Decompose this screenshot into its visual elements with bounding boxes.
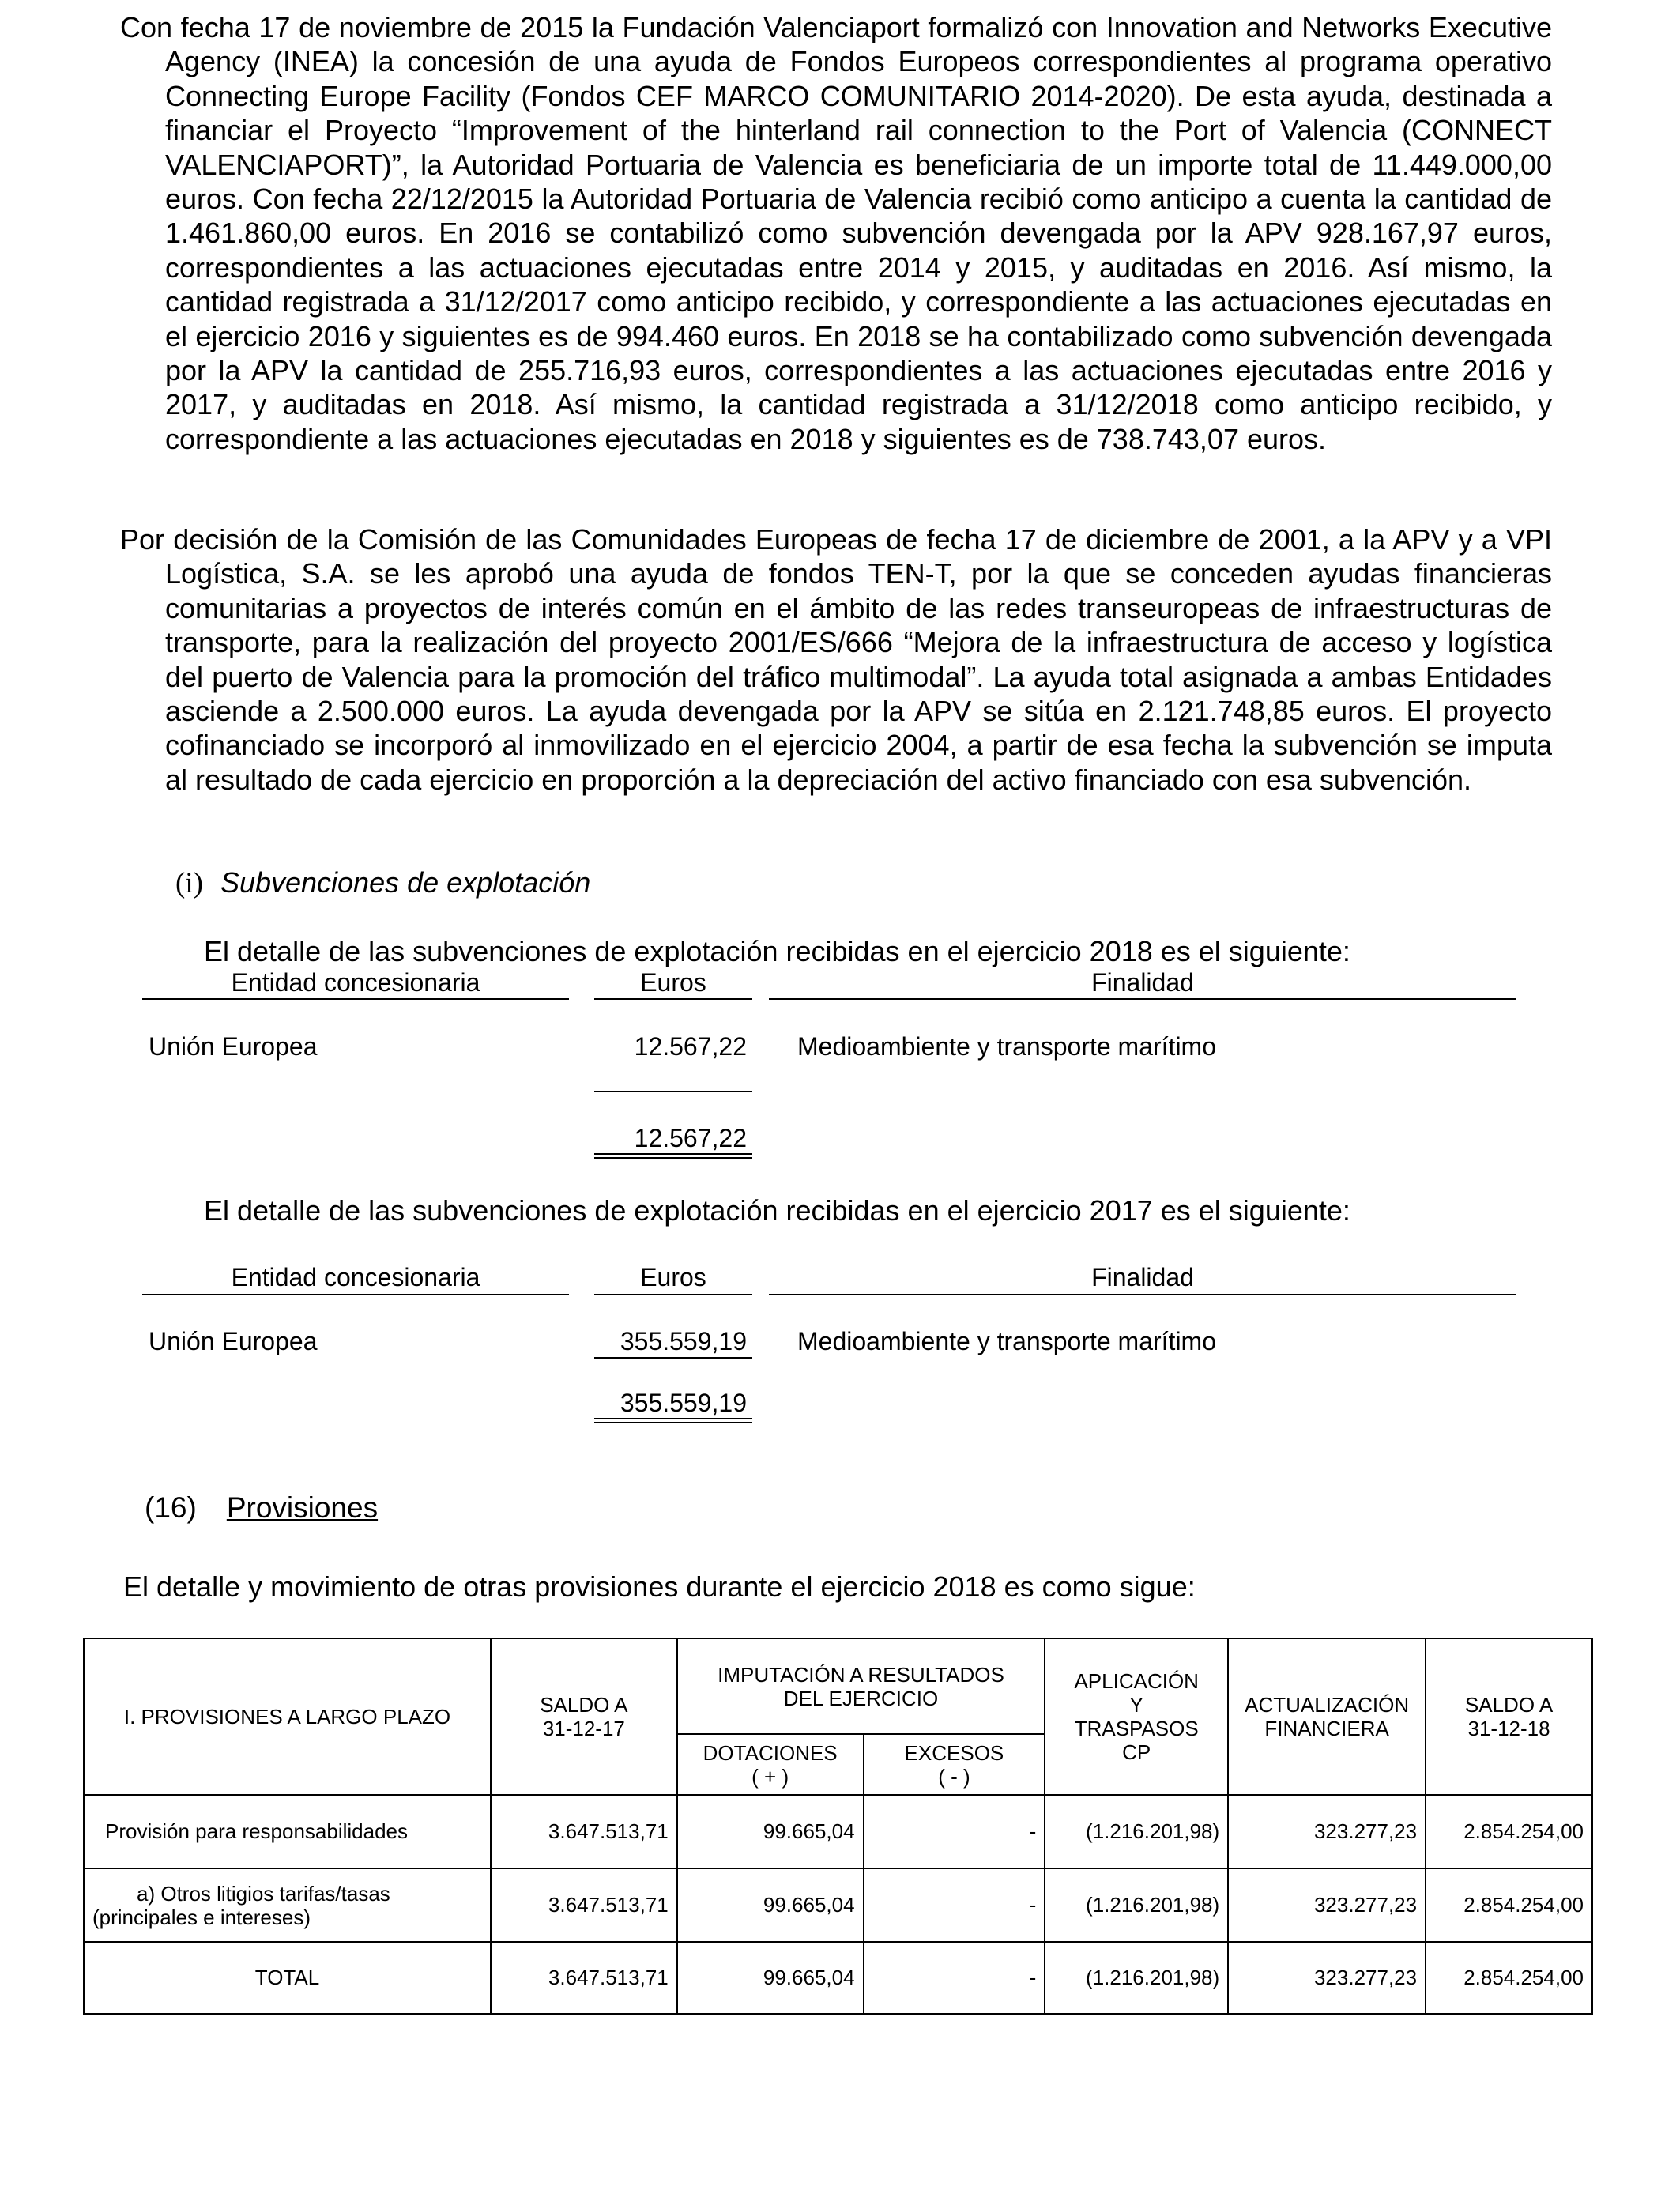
subsection-number: (i): [175, 867, 203, 899]
table-2017-total-double-rule: [594, 1418, 752, 1423]
table-2017-header-entity: Entidad concesionaria: [231, 1263, 480, 1291]
row-transfers: (1.216.201,98): [1045, 1868, 1228, 1942]
table-2018-total: 12.567,22: [634, 1124, 747, 1152]
section-16-heading: [145, 1491, 378, 1525]
table-2018-header-purpose: Finalidad: [1091, 968, 1194, 997]
header-opening-line1: SALDO A: [540, 1693, 628, 1717]
table-2018-header-rule: [769, 998, 1516, 1000]
row-closing: 2.854.254,00: [1426, 1868, 1592, 1942]
table-2018-header-rule: [142, 998, 569, 1000]
table-row: [84, 1868, 1592, 1942]
header-excess: [864, 1734, 1045, 1795]
table-2018-amount: 12.567,22: [634, 1032, 747, 1061]
table-2018-subtotal-rule: [594, 1091, 752, 1092]
header-excess-line2: ( - ): [938, 1764, 970, 1789]
table-2018-purpose: Medioambiente y transporte marítimo: [797, 1032, 1216, 1061]
row-closing: 2.854.254,00: [1426, 1942, 1592, 2014]
row-opening: 3.647.513,71: [491, 1942, 677, 2014]
table-2017-amount: 355.559,19: [620, 1327, 747, 1355]
section-16-intro: El detalle y movimiento de otras provisiones durante el ejercicio 2018 es como sigue:: [123, 1570, 1196, 1603]
table-2017-header-rule: [142, 1294, 569, 1295]
row-additions: 99.665,04: [677, 1795, 864, 1868]
header-closing-line2: 31-12-18: [1467, 1717, 1550, 1740]
section-16-title: Provisiones: [226, 1491, 379, 1524]
table-2018-entity: Unión Europea: [149, 1032, 318, 1061]
header-financial-update: ACTUALIZACIÓN FINANCIERA: [1228, 1638, 1426, 1795]
header-additions-line1: DOTACIONES: [703, 1740, 838, 1765]
header-additions: [677, 1734, 864, 1795]
header-additions-line2: ( + ): [751, 1764, 789, 1789]
table-2017-total: 355.559,19: [620, 1389, 747, 1417]
row-opening: 3.647.513,71: [491, 1868, 677, 1942]
header-transfers: APLICACIÓN Y TRASPASOS CP: [1045, 1638, 1228, 1795]
row-concept: TOTAL: [84, 1942, 491, 2014]
provisions-header-row: [84, 1638, 1592, 1734]
row-additions: 99.665,04: [677, 1868, 864, 1942]
table-2017-amount-rule: [594, 1357, 752, 1359]
table-2018-header-rule: [594, 998, 752, 1000]
row-excess: -: [864, 1868, 1045, 1942]
table-row: [84, 1795, 1592, 1868]
section-16-number: (16): [145, 1491, 197, 1524]
table-2018-intro: El detalle de las subvenciones de explotación recibidas en el ejercicio 2018 es el siguiente:: [204, 935, 1350, 967]
table-2017-header-rule: [594, 1294, 752, 1295]
paragraph-ten-t-grant: [120, 522, 1552, 797]
row-update: 323.277,23: [1228, 1795, 1426, 1868]
row-excess: -: [864, 1795, 1045, 1868]
header-opening-line2: 31-12-17: [542, 1717, 625, 1740]
table-row-total: [84, 1942, 1592, 2014]
table-2018-header-entity: Entidad concesionaria: [231, 968, 480, 997]
header-closing-balance: [1426, 1638, 1592, 1795]
table-2017-header-amount: Euros: [640, 1263, 706, 1291]
paragraph-text: Con fecha 17 de noviembre de 2015 la Fundación Valenciaport formalizó con Innovation and Networks Executive Agency (INEA) la concesión de una ayuda de Fondos Europeos correspondientes al programa operativo Connecting Europe Facility (Fondos CEF MARCO COMUNITARIO 2014-2020). De esta ayuda, destinada a financiar el Proyecto “Improvement of the hinterland rail connection to the Port of Valencia (CONNECT VALENCIAPORT)”, la Autoridad Portuaria de Valencia es beneficiaria de un importe total de 11.449.000,00 euros. Con fecha 22/12/2015 la Autoridad Portuaria de Valencia recibió como anticipo a cuenta la cantidad de 1.461.860,00 euros. En 2016 se contabilizó como subvención devengada por la APV 928.167,97 euros, correspondientes a las actuaciones ejecutadas entre 2014 y 2015, y auditadas en 2016. Así mismo, la cantidad registrada a 31/12/2017 como anticipo recibido, y correspondiente a las actuaciones ejecutadas en el ejercicio 2016 y siguientes es de 994.460 euros. En 2018 se ha contabilizado como subvención devengada por la APV la cantidad de 255.716,93 euros, correspondientes a las actuaciones ejecutadas entre 2016 y 2017, y auditadas en 2018. Así mismo, la cantidad registrada a 31/12/2018 como anticipo recibido, y correspondiente a las actuaciones ejecutadas en 2018 y siguientes es de 738.743,07 euros.: [120, 11, 1552, 455]
subsection-title: Subvenciones de explotación: [220, 866, 591, 899]
provisions-table: [83, 1638, 1593, 2015]
row-excess: -: [864, 1942, 1045, 2014]
paragraph-inea-grant: [120, 10, 1552, 456]
table-2017-header-rule: [769, 1294, 1516, 1295]
row-update: 323.277,23: [1228, 1868, 1426, 1942]
header-imputation: IMPUTACIÓN A RESULTADOS DEL EJERCICIO: [677, 1638, 1045, 1734]
row-concept: [84, 1868, 491, 1942]
row-concept-line1: a) Otros litigios tarifas/tasas: [137, 1881, 390, 1906]
row-concept: Provisión para responsabilidades: [84, 1795, 491, 1868]
table-2017-intro: El detalle de las subvenciones de explotación recibidas en el ejercicio 2017 es el siguiente:: [204, 1194, 1350, 1227]
table-2018-header-amount: Euros: [640, 968, 706, 997]
table-2017-entity: Unión Europea: [149, 1327, 318, 1355]
row-update: 323.277,23: [1228, 1942, 1426, 2014]
table-2018-total-double-rule: [594, 1153, 752, 1159]
table-2017-header-purpose: Finalidad: [1091, 1263, 1194, 1291]
row-additions: 99.665,04: [677, 1942, 864, 2014]
row-concept-line2: (principales e intereses): [92, 1905, 311, 1929]
header-excess-line1: EXCESOS: [904, 1740, 1004, 1765]
row-transfers: (1.216.201,98): [1045, 1942, 1228, 2014]
row-closing: 2.854.254,00: [1426, 1795, 1592, 1868]
table-2017-purpose: Medioambiente y transporte marítimo: [797, 1327, 1216, 1355]
header-opening-balance: [491, 1638, 677, 1795]
paragraph-text: Por decisión de la Comisión de las Comunidades Europeas de fecha 17 de diciembre de 2001, a la APV y a VPI Logística, S.A. se les aprobó una ayuda de fondos TEN-T, por la que se conceden ayudas financieras comunitarias a proyectos de interés común en el ámbito de las redes transeuropeas de infraestructuras de transporte, para la realización del proyecto 2001/ES/666 “Mejora de la infraestructura de acceso y logística del puerto de Valencia para la promoción del tráfico multimodal”. La ayuda total asignada a ambas Entidades asciende a 2.500.000 euros. La ayuda devengada por la APV se sitúa en 2.121.748,85 euros. El proyecto cofinanciado se incorporó al inmovilizado en el ejercicio 2004, a partir de esa fecha la subvención se imputa al resultado de cada ejercicio en proporción a la depreciación del activo financiado con esa subvención.: [120, 523, 1552, 796]
row-transfers: (1.216.201,98): [1045, 1795, 1228, 1868]
header-concept: I. PROVISIONES A LARGO PLAZO: [84, 1638, 491, 1795]
subsection-heading: [175, 866, 590, 900]
header-closing-line1: SALDO A: [1464, 1693, 1554, 1717]
row-opening: 3.647.513,71: [491, 1795, 677, 1868]
